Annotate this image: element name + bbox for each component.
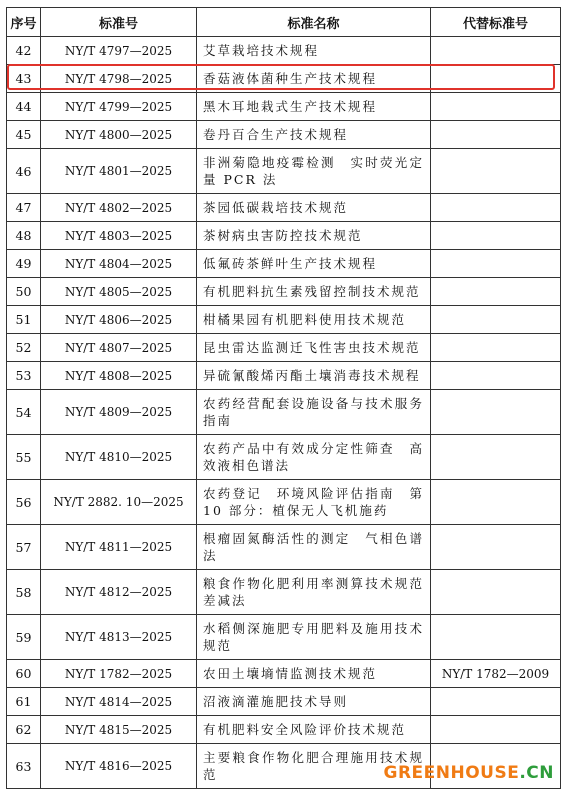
table-row xyxy=(7,93,561,121)
cell-name: 有机肥料抗生素残留控制技术规范 xyxy=(197,278,431,306)
cell-code: NY/T 4807—2025 xyxy=(41,334,197,362)
table-row xyxy=(7,660,561,688)
cell-name: 农药经营配套设施设备与技术服务指南 xyxy=(197,390,431,435)
cell-no: 49 xyxy=(7,250,41,278)
cell-no: 53 xyxy=(7,362,41,390)
table-row xyxy=(7,615,561,660)
cell-code: NY/T 1782—2025 xyxy=(41,660,197,688)
cell-code: NY/T 4799—2025 xyxy=(41,93,197,121)
table-row xyxy=(7,194,561,222)
cell-name: 异硫氰酸烯丙酯土壤消毒技术规程 xyxy=(197,362,431,390)
cell-code: NY/T 4812—2025 xyxy=(41,570,197,615)
cell-replaces xyxy=(431,480,561,525)
cell-no: 47 xyxy=(7,194,41,222)
cell-replaces xyxy=(431,37,561,65)
cell-no: 54 xyxy=(7,390,41,435)
cell-name: 水稻侧深施肥专用肥料及施用技术规范 xyxy=(197,615,431,660)
cell-replaces xyxy=(431,435,561,480)
cell-code: NY/T 4804—2025 xyxy=(41,250,197,278)
cell-name: 有机肥料安全风险评价技术规范 xyxy=(197,716,431,744)
cell-code: NY/T 4800—2025 xyxy=(41,121,197,149)
cell-no: 61 xyxy=(7,688,41,716)
table-row xyxy=(7,570,561,615)
cell-no: 50 xyxy=(7,278,41,306)
cell-no: 48 xyxy=(7,222,41,250)
cell-no: 51 xyxy=(7,306,41,334)
cell-code: NY/T 4808—2025 xyxy=(41,362,197,390)
cell-code: NY/T 4811—2025 xyxy=(41,525,197,570)
cell-name: 柑橘果园有机肥料使用技术规范 xyxy=(197,306,431,334)
cell-code: NY/T 4806—2025 xyxy=(41,306,197,334)
watermark-part2: .CN xyxy=(519,763,554,783)
cell-name: 茶园低碳栽培技术规范 xyxy=(197,194,431,222)
cell-no: 45 xyxy=(7,121,41,149)
table-row xyxy=(7,716,561,744)
cell-replaces xyxy=(431,570,561,615)
cell-name: 主要粮食作物化肥合理施用技术规范 xyxy=(197,744,431,789)
cell-code: NY/T 2882. 10—2025 xyxy=(41,480,197,525)
cell-name: 黑木耳地栽式生产技术规程 xyxy=(197,93,431,121)
cell-no: 58 xyxy=(7,570,41,615)
cell-no: 62 xyxy=(7,716,41,744)
cell-code: NY/T 4805—2025 xyxy=(41,278,197,306)
cell-name: 沼液滴灌施肥技术导则 xyxy=(197,688,431,716)
cell-no: 52 xyxy=(7,334,41,362)
watermark-logo xyxy=(383,763,554,783)
cell-replaces xyxy=(431,149,561,194)
cell-replaces xyxy=(431,688,561,716)
table-row xyxy=(7,250,561,278)
cell-replaces xyxy=(431,334,561,362)
cell-name: 香菇液体菌种生产技术规程 xyxy=(197,65,431,93)
cell-name: 非洲菊隐地疫霉检测 实时荧光定量 PCR 法 xyxy=(197,149,431,194)
cell-replaces xyxy=(431,222,561,250)
cell-code: NY/T 4797—2025 xyxy=(41,37,197,65)
table-row xyxy=(7,688,561,716)
cell-replaces xyxy=(431,615,561,660)
cell-replaces xyxy=(431,390,561,435)
cell-replaces xyxy=(431,250,561,278)
cell-replaces xyxy=(431,194,561,222)
cell-name: 昆虫雷达监测迁飞性害虫技术规范 xyxy=(197,334,431,362)
cell-code: NY/T 4810—2025 xyxy=(41,435,197,480)
table-row xyxy=(7,121,561,149)
cell-code: NY/T 4816—2025 xyxy=(41,744,197,789)
header-name: 标准名称 xyxy=(197,8,431,37)
table-row xyxy=(7,222,561,250)
cell-replaces: NY/T 1782—2009 xyxy=(431,660,561,688)
header-no: 序号 xyxy=(7,8,41,37)
cell-no: 42 xyxy=(7,37,41,65)
cell-replaces xyxy=(431,93,561,121)
cell-name: 农田土壤墒情监测技术规范 xyxy=(197,660,431,688)
table-row xyxy=(7,278,561,306)
cell-code: NY/T 4803—2025 xyxy=(41,222,197,250)
watermark-part1: GREENHOUSE xyxy=(383,763,520,783)
cell-code: NY/T 4813—2025 xyxy=(41,615,197,660)
cell-no: 55 xyxy=(7,435,41,480)
cell-name: 粮食作物化肥利用率测算技术规范 差减法 xyxy=(197,570,431,615)
cell-no: 59 xyxy=(7,615,41,660)
table-row xyxy=(7,149,561,194)
table-row xyxy=(7,480,561,525)
cell-no: 46 xyxy=(7,149,41,194)
cell-name: 根瘤固氮酶活性的测定 气相色谱法 xyxy=(197,525,431,570)
highlight-box xyxy=(7,64,555,90)
cell-no: 63 xyxy=(7,744,41,789)
cell-name: 卷丹百合生产技术规程 xyxy=(197,121,431,149)
cell-replaces xyxy=(431,121,561,149)
table-row xyxy=(7,362,561,390)
cell-replaces xyxy=(431,525,561,570)
table-row xyxy=(7,334,561,362)
cell-no: 43 xyxy=(7,65,41,93)
cell-name: 茶树病虫害防控技术规范 xyxy=(197,222,431,250)
cell-replaces xyxy=(431,278,561,306)
cell-no: 56 xyxy=(7,480,41,525)
cell-replaces xyxy=(431,362,561,390)
cell-no: 57 xyxy=(7,525,41,570)
table-row xyxy=(7,306,561,334)
table-row xyxy=(7,390,561,435)
standards-table xyxy=(6,7,561,789)
header-code: 标准号 xyxy=(41,8,197,37)
cell-name: 农药登记 环境风险评估指南 第 10 部分：植保无人飞机施药 xyxy=(197,480,431,525)
cell-name: 农药产品中有效成分定性筛查 高效液相色谱法 xyxy=(197,435,431,480)
cell-code: NY/T 4815—2025 xyxy=(41,716,197,744)
cell-replaces xyxy=(431,306,561,334)
table-row xyxy=(7,37,561,65)
cell-replaces xyxy=(431,716,561,744)
table-row xyxy=(7,435,561,480)
header-replaces: 代替标准号 xyxy=(431,8,561,37)
cell-code: NY/T 4802—2025 xyxy=(41,194,197,222)
cell-name: 艾草栽培技术规程 xyxy=(197,37,431,65)
table-row xyxy=(7,525,561,570)
cell-code: NY/T 4798—2025 xyxy=(41,65,197,93)
cell-code: NY/T 4809—2025 xyxy=(41,390,197,435)
cell-no: 44 xyxy=(7,93,41,121)
cell-name: 低氟砖茶鲜叶生产技术规程 xyxy=(197,250,431,278)
table-header-row xyxy=(7,8,561,37)
cell-no: 60 xyxy=(7,660,41,688)
cell-code: NY/T 4801—2025 xyxy=(41,149,197,194)
cell-code: NY/T 4814—2025 xyxy=(41,688,197,716)
